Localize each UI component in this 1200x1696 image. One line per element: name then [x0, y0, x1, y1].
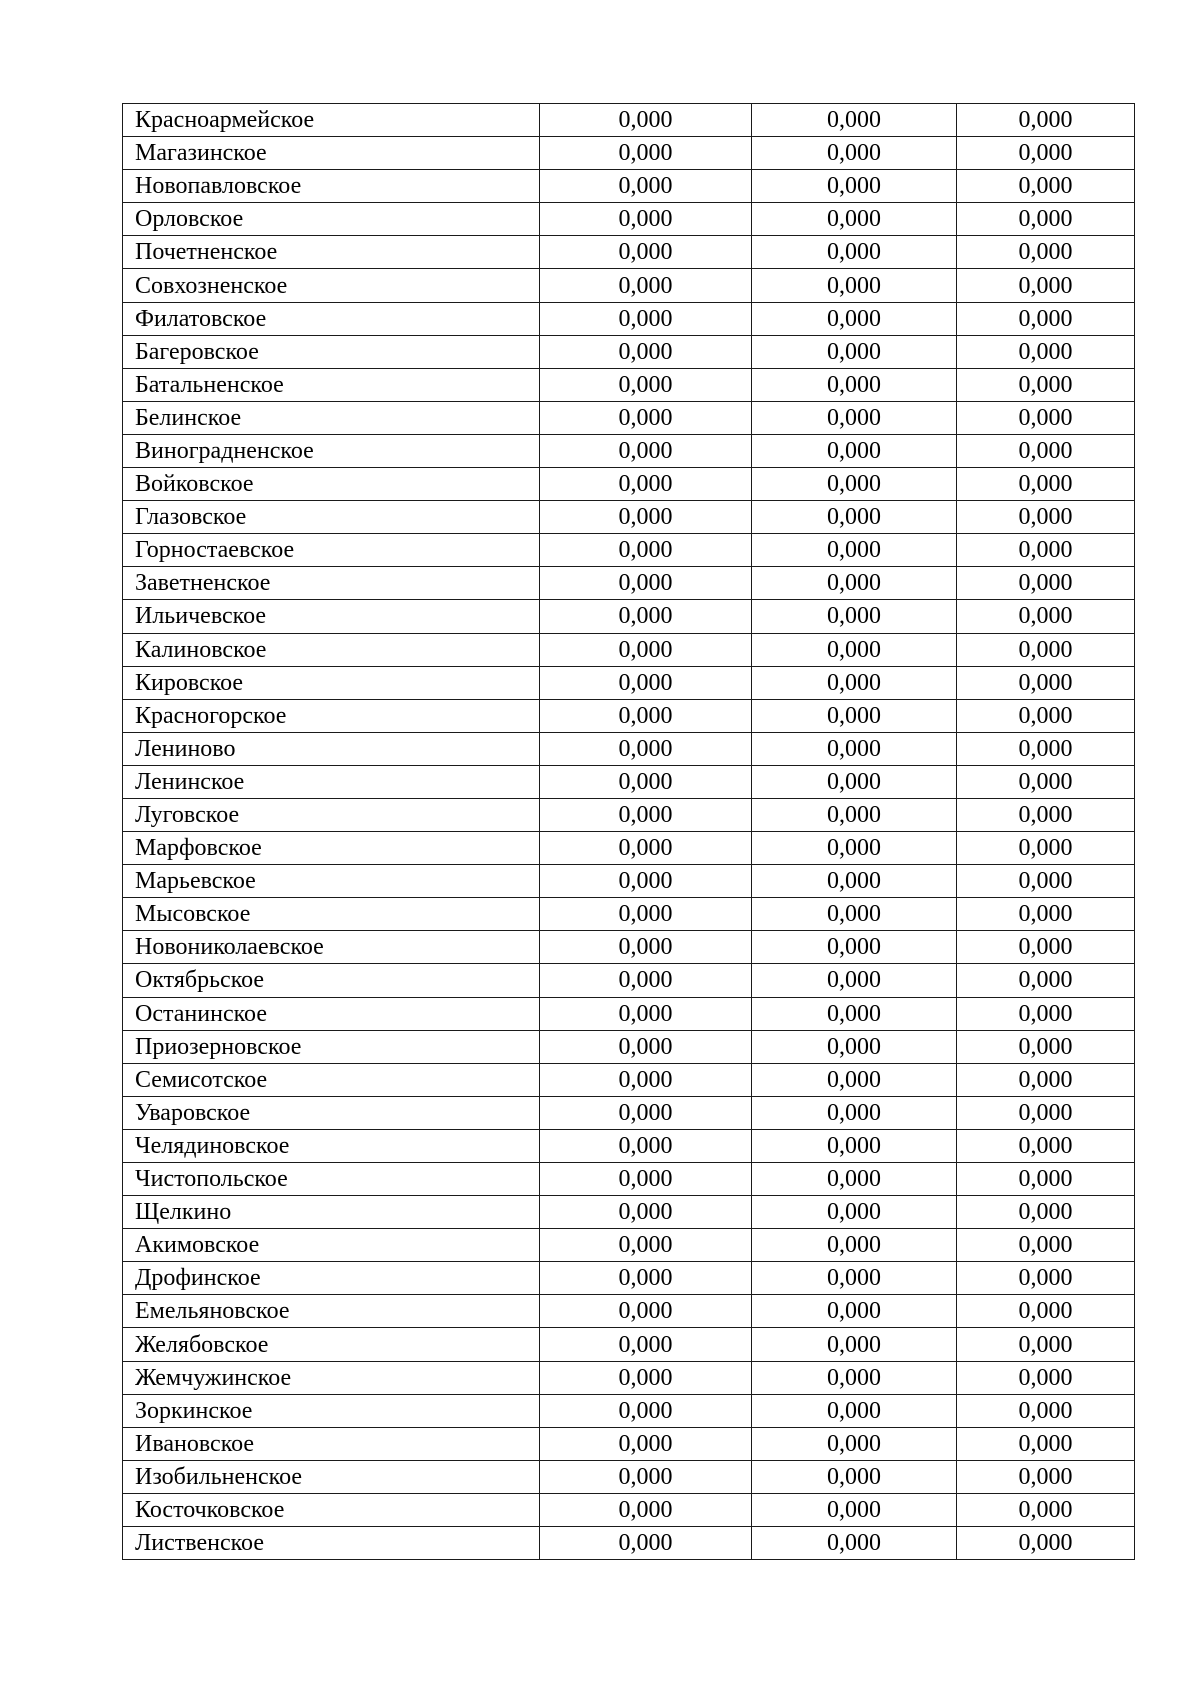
- value-cell-1: 0,000: [540, 931, 752, 964]
- table-row: [123, 567, 1135, 600]
- value-cell-2: 0,000: [752, 1196, 957, 1229]
- value-cell-2: 0,000: [752, 1328, 957, 1361]
- value-cell-3: 0,000: [957, 1163, 1135, 1196]
- value-cell-1: 0,000: [540, 501, 752, 534]
- value-cell-2: 0,000: [752, 203, 957, 236]
- table-row: [123, 798, 1135, 831]
- value-cell-3: 0,000: [957, 1295, 1135, 1328]
- value-cell-3: 0,000: [957, 832, 1135, 865]
- value-cell-1: 0,000: [540, 468, 752, 501]
- table-row: [123, 104, 1135, 137]
- table-row: [123, 997, 1135, 1030]
- value-cell-2: 0,000: [752, 732, 957, 765]
- value-cell-3: 0,000: [957, 1527, 1135, 1560]
- settlement-name-cell: Останинское: [123, 997, 540, 1030]
- settlement-name-cell: Емельяновское: [123, 1295, 540, 1328]
- settlement-name-cell: Новониколаевское: [123, 931, 540, 964]
- value-cell-3: 0,000: [957, 699, 1135, 732]
- settlement-name-cell: Калиновское: [123, 633, 540, 666]
- value-cell-3: 0,000: [957, 732, 1135, 765]
- table-row: [123, 633, 1135, 666]
- table-row: [123, 1361, 1135, 1394]
- value-cell-1: 0,000: [540, 170, 752, 203]
- value-cell-1: 0,000: [540, 534, 752, 567]
- table-body: [123, 104, 1135, 1560]
- value-cell-2: 0,000: [752, 104, 957, 137]
- value-cell-1: 0,000: [540, 104, 752, 137]
- value-cell-3: 0,000: [957, 1361, 1135, 1394]
- settlement-name-cell: Почетненское: [123, 236, 540, 269]
- value-cell-3: 0,000: [957, 1394, 1135, 1427]
- table-row: [123, 1295, 1135, 1328]
- value-cell-1: 0,000: [540, 1063, 752, 1096]
- settlement-name-cell: Ивановское: [123, 1427, 540, 1460]
- table-row: [123, 236, 1135, 269]
- value-cell-3: 0,000: [957, 798, 1135, 831]
- value-cell-2: 0,000: [752, 1460, 957, 1493]
- table-row: [123, 534, 1135, 567]
- value-cell-2: 0,000: [752, 1295, 957, 1328]
- value-cell-2: 0,000: [752, 434, 957, 467]
- table-row: [123, 1262, 1135, 1295]
- value-cell-1: 0,000: [540, 1493, 752, 1526]
- table-row: [123, 501, 1135, 534]
- table-row: [123, 1163, 1135, 1196]
- value-cell-2: 0,000: [752, 401, 957, 434]
- table-row: [123, 765, 1135, 798]
- table-row: [123, 1229, 1135, 1262]
- value-cell-3: 0,000: [957, 368, 1135, 401]
- table-row: [123, 865, 1135, 898]
- value-cell-3: 0,000: [957, 633, 1135, 666]
- value-cell-3: 0,000: [957, 501, 1135, 534]
- value-cell-3: 0,000: [957, 1460, 1135, 1493]
- settlement-name-cell: Красноармейское: [123, 104, 540, 137]
- table-row: [123, 699, 1135, 732]
- table-row: [123, 1196, 1135, 1229]
- settlement-name-cell: Жемчужинское: [123, 1361, 540, 1394]
- value-cell-3: 0,000: [957, 1129, 1135, 1162]
- value-cell-3: 0,000: [957, 269, 1135, 302]
- settlement-name-cell: Магазинское: [123, 137, 540, 170]
- settlement-name-cell: Лиственское: [123, 1527, 540, 1560]
- value-cell-1: 0,000: [540, 335, 752, 368]
- value-cell-3: 0,000: [957, 666, 1135, 699]
- value-cell-3: 0,000: [957, 401, 1135, 434]
- value-cell-2: 0,000: [752, 1527, 957, 1560]
- value-cell-1: 0,000: [540, 798, 752, 831]
- table-row: [123, 170, 1135, 203]
- value-cell-3: 0,000: [957, 335, 1135, 368]
- value-cell-2: 0,000: [752, 865, 957, 898]
- value-cell-1: 0,000: [540, 1163, 752, 1196]
- value-cell-1: 0,000: [540, 832, 752, 865]
- value-cell-3: 0,000: [957, 137, 1135, 170]
- value-cell-2: 0,000: [752, 1063, 957, 1096]
- settlement-name-cell: Чистопольское: [123, 1163, 540, 1196]
- settlement-name-cell: Ильичевское: [123, 600, 540, 633]
- settlement-name-cell: Октябрьское: [123, 964, 540, 997]
- value-cell-1: 0,000: [540, 666, 752, 699]
- value-cell-2: 0,000: [752, 1493, 957, 1526]
- settlement-name-cell: Совхозненское: [123, 269, 540, 302]
- table-row: [123, 468, 1135, 501]
- value-cell-2: 0,000: [752, 1427, 957, 1460]
- table-row: [123, 1527, 1135, 1560]
- value-cell-2: 0,000: [752, 1361, 957, 1394]
- value-cell-1: 0,000: [540, 1229, 752, 1262]
- value-cell-3: 0,000: [957, 1196, 1135, 1229]
- settlement-name-cell: Войковское: [123, 468, 540, 501]
- settlement-name-cell: Батальненское: [123, 368, 540, 401]
- value-cell-3: 0,000: [957, 765, 1135, 798]
- settlements-table: [122, 103, 1135, 1560]
- value-cell-2: 0,000: [752, 1394, 957, 1427]
- value-cell-1: 0,000: [540, 302, 752, 335]
- value-cell-1: 0,000: [540, 236, 752, 269]
- settlement-name-cell: Багеровское: [123, 335, 540, 368]
- settlement-name-cell: Горностаевское: [123, 534, 540, 567]
- settlement-name-cell: Филатовское: [123, 302, 540, 335]
- value-cell-1: 0,000: [540, 401, 752, 434]
- table-row: [123, 964, 1135, 997]
- table-row: [123, 931, 1135, 964]
- table-row: [123, 1328, 1135, 1361]
- table-row: [123, 368, 1135, 401]
- table-row: [123, 1394, 1135, 1427]
- value-cell-1: 0,000: [540, 1427, 752, 1460]
- table-row: [123, 335, 1135, 368]
- table-row: [123, 732, 1135, 765]
- value-cell-2: 0,000: [752, 898, 957, 931]
- value-cell-2: 0,000: [752, 997, 957, 1030]
- value-cell-2: 0,000: [752, 699, 957, 732]
- value-cell-1: 0,000: [540, 269, 752, 302]
- value-cell-2: 0,000: [752, 633, 957, 666]
- value-cell-3: 0,000: [957, 1063, 1135, 1096]
- value-cell-2: 0,000: [752, 1262, 957, 1295]
- settlement-name-cell: Марфовское: [123, 832, 540, 865]
- settlement-name-cell: Виноградненское: [123, 434, 540, 467]
- value-cell-3: 0,000: [957, 931, 1135, 964]
- value-cell-2: 0,000: [752, 798, 957, 831]
- value-cell-2: 0,000: [752, 964, 957, 997]
- value-cell-3: 0,000: [957, 434, 1135, 467]
- settlement-name-cell: Марьевское: [123, 865, 540, 898]
- value-cell-1: 0,000: [540, 997, 752, 1030]
- value-cell-1: 0,000: [540, 1361, 752, 1394]
- value-cell-1: 0,000: [540, 600, 752, 633]
- table-row: [123, 1096, 1135, 1129]
- value-cell-3: 0,000: [957, 534, 1135, 567]
- table-row: [123, 1427, 1135, 1460]
- table-row: [123, 898, 1135, 931]
- value-cell-1: 0,000: [540, 865, 752, 898]
- settlement-name-cell: Семисотское: [123, 1063, 540, 1096]
- table-row: [123, 832, 1135, 865]
- table-row: [123, 666, 1135, 699]
- value-cell-3: 0,000: [957, 567, 1135, 600]
- value-cell-1: 0,000: [540, 633, 752, 666]
- settlement-name-cell: Дрофинское: [123, 1262, 540, 1295]
- settlement-name-cell: Ленинское: [123, 765, 540, 798]
- value-cell-1: 0,000: [540, 964, 752, 997]
- value-cell-2: 0,000: [752, 765, 957, 798]
- table-row: [123, 269, 1135, 302]
- settlement-name-cell: Акимовское: [123, 1229, 540, 1262]
- value-cell-1: 0,000: [540, 137, 752, 170]
- table-row: [123, 302, 1135, 335]
- table-row: [123, 1493, 1135, 1526]
- value-cell-2: 0,000: [752, 600, 957, 633]
- settlement-name-cell: Зоркинское: [123, 1394, 540, 1427]
- value-cell-2: 0,000: [752, 1129, 957, 1162]
- settlement-name-cell: Луговское: [123, 798, 540, 831]
- settlement-name-cell: Заветненское: [123, 567, 540, 600]
- value-cell-2: 0,000: [752, 1030, 957, 1063]
- value-cell-3: 0,000: [957, 898, 1135, 931]
- value-cell-1: 0,000: [540, 1262, 752, 1295]
- value-cell-3: 0,000: [957, 1262, 1135, 1295]
- table-row: [123, 434, 1135, 467]
- settlement-name-cell: Красногорское: [123, 699, 540, 732]
- value-cell-1: 0,000: [540, 1030, 752, 1063]
- value-cell-3: 0,000: [957, 203, 1135, 236]
- value-cell-3: 0,000: [957, 1229, 1135, 1262]
- value-cell-1: 0,000: [540, 203, 752, 236]
- value-cell-3: 0,000: [957, 1493, 1135, 1526]
- value-cell-1: 0,000: [540, 765, 752, 798]
- settlement-name-cell: Лениново: [123, 732, 540, 765]
- value-cell-3: 0,000: [957, 302, 1135, 335]
- table-row: [123, 401, 1135, 434]
- value-cell-2: 0,000: [752, 1163, 957, 1196]
- value-cell-3: 0,000: [957, 236, 1135, 269]
- settlement-name-cell: Приозерновское: [123, 1030, 540, 1063]
- table-row: [123, 600, 1135, 633]
- value-cell-1: 0,000: [540, 898, 752, 931]
- value-cell-1: 0,000: [540, 1129, 752, 1162]
- settlement-name-cell: Уваровское: [123, 1096, 540, 1129]
- settlement-name-cell: Кировское: [123, 666, 540, 699]
- value-cell-1: 0,000: [540, 732, 752, 765]
- value-cell-1: 0,000: [540, 1527, 752, 1560]
- settlement-name-cell: Челядиновское: [123, 1129, 540, 1162]
- value-cell-1: 0,000: [540, 1394, 752, 1427]
- value-cell-1: 0,000: [540, 368, 752, 401]
- value-cell-2: 0,000: [752, 236, 957, 269]
- value-cell-2: 0,000: [752, 468, 957, 501]
- value-cell-1: 0,000: [540, 1196, 752, 1229]
- value-cell-3: 0,000: [957, 170, 1135, 203]
- value-cell-2: 0,000: [752, 269, 957, 302]
- value-cell-3: 0,000: [957, 865, 1135, 898]
- value-cell-3: 0,000: [957, 1030, 1135, 1063]
- settlement-name-cell: Желябовское: [123, 1328, 540, 1361]
- value-cell-1: 0,000: [540, 1328, 752, 1361]
- settlement-name-cell: Мысовское: [123, 898, 540, 931]
- value-cell-2: 0,000: [752, 501, 957, 534]
- value-cell-3: 0,000: [957, 600, 1135, 633]
- value-cell-1: 0,000: [540, 699, 752, 732]
- value-cell-3: 0,000: [957, 1096, 1135, 1129]
- value-cell-3: 0,000: [957, 1328, 1135, 1361]
- value-cell-3: 0,000: [957, 468, 1135, 501]
- value-cell-3: 0,000: [957, 104, 1135, 137]
- value-cell-3: 0,000: [957, 964, 1135, 997]
- settlement-name-cell: Глазовское: [123, 501, 540, 534]
- table-row: [123, 1063, 1135, 1096]
- value-cell-2: 0,000: [752, 567, 957, 600]
- value-cell-2: 0,000: [752, 931, 957, 964]
- settlement-name-cell: Щелкино: [123, 1196, 540, 1229]
- value-cell-3: 0,000: [957, 997, 1135, 1030]
- value-cell-2: 0,000: [752, 335, 957, 368]
- value-cell-1: 0,000: [540, 567, 752, 600]
- settlement-name-cell: Косточковское: [123, 1493, 540, 1526]
- value-cell-2: 0,000: [752, 666, 957, 699]
- settlement-name-cell: Орловское: [123, 203, 540, 236]
- value-cell-1: 0,000: [540, 434, 752, 467]
- value-cell-3: 0,000: [957, 1427, 1135, 1460]
- table-row: [123, 1460, 1135, 1493]
- table-row: [123, 1129, 1135, 1162]
- value-cell-2: 0,000: [752, 368, 957, 401]
- settlement-name-cell: Белинское: [123, 401, 540, 434]
- value-cell-2: 0,000: [752, 1096, 957, 1129]
- value-cell-2: 0,000: [752, 534, 957, 567]
- value-cell-1: 0,000: [540, 1460, 752, 1493]
- value-cell-2: 0,000: [752, 832, 957, 865]
- value-cell-2: 0,000: [752, 170, 957, 203]
- table-row: [123, 203, 1135, 236]
- table-row: [123, 137, 1135, 170]
- value-cell-2: 0,000: [752, 137, 957, 170]
- settlement-name-cell: Изобильненское: [123, 1460, 540, 1493]
- value-cell-2: 0,000: [752, 302, 957, 335]
- value-cell-2: 0,000: [752, 1229, 957, 1262]
- value-cell-1: 0,000: [540, 1295, 752, 1328]
- table-row: [123, 1030, 1135, 1063]
- value-cell-1: 0,000: [540, 1096, 752, 1129]
- settlement-name-cell: Новопавловское: [123, 170, 540, 203]
